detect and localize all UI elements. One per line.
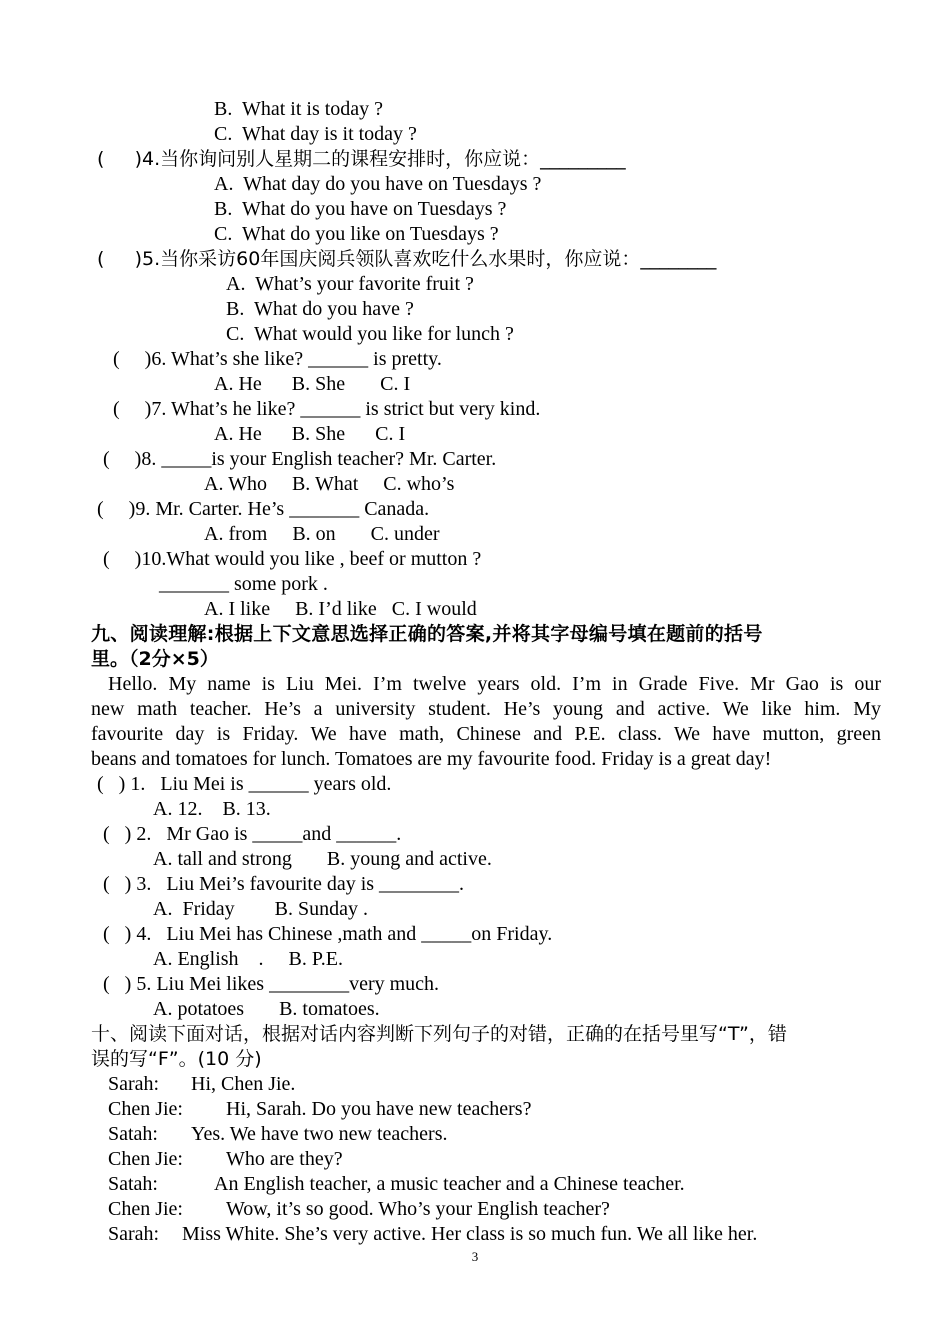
reading-question: ( ) 3. Liu Mei’s favourite day is ________.	[103, 873, 465, 895]
dialogue-speaker: Chen Jie:	[108, 1098, 183, 1120]
reading-question: ( ) 5. Liu Mei likes ________very much.	[103, 973, 440, 995]
question-line: ( )10.What would you like , beef or mutton ?	[103, 548, 482, 570]
reading-options: A. 12. B. 13.	[153, 798, 271, 820]
dialogue-text: An English teacher, a music teacher and a Chinese teacher.	[214, 1173, 685, 1195]
option-line: A. I like B. I’d like C. I would	[204, 598, 477, 620]
reading-options: A. potatoes B. tomatoes.	[153, 998, 380, 1020]
passage-line: new math teacher. He’s a university student. He’s young and active. We like him. My	[91, 698, 881, 720]
option-line: B. What do you have on Tuesdays ?	[214, 198, 507, 220]
reading-options: A. tall and strong B. young and active.	[153, 848, 492, 870]
passage-line: beans and tomatoes for lunch. Tomatoes are my favourite food. Friday is a great day!	[91, 748, 772, 770]
question-line: ( )8. _____is your English teacher? Mr. Carter.	[103, 448, 497, 470]
reading-question: ( ) 2. Mr Gao is _____and ______.	[103, 823, 402, 845]
option-line: C. What would you like for lunch ?	[226, 323, 514, 345]
question-line: ( )7. What’s he like? ______ is strict but very kind.	[113, 398, 541, 420]
option-line: A. from B. on C. under	[204, 523, 440, 545]
section-9-heading-cont: 里。（2分×5）	[91, 648, 219, 670]
question-line: ( )6. What’s she like? ______ is pretty.	[113, 348, 442, 370]
passage-line: favourite day is Friday. We have math, Chinese and P.E. class. We have mutton, green	[91, 723, 881, 745]
dialogue-speaker: Sarah:	[108, 1073, 160, 1095]
option-line: A. What’s your favorite fruit ?	[226, 273, 474, 295]
dialogue-speaker: Chen Jie:	[108, 1148, 183, 1170]
passage-line: Hello. My name is Liu Mei. I’m twelve years old. I’m in Grade Five. Mr Gao is our	[108, 673, 881, 695]
option-line: C. What do you like on Tuesdays ?	[214, 223, 499, 245]
option-line: B. What it is today ?	[214, 98, 384, 120]
section-10-heading: 十、阅读下面对话，根据对话内容判断下列句子的对错，正确的在括号里写“T”，错	[91, 1023, 787, 1045]
option-line: C. What day is it today ?	[214, 123, 417, 145]
section-10-heading-cont: 误的写“F”。(10 分)	[91, 1048, 262, 1070]
dialogue-text: Miss White. She’s very active. Her class is so much fun. We all like her.	[182, 1223, 758, 1245]
dialogue-text: Hi, Sarah. Do you have new teachers?	[226, 1098, 532, 1120]
answer-line: _______ some pork .	[159, 573, 328, 595]
dialogue-speaker: Satah:	[108, 1123, 158, 1145]
option-line: A. He B. She C. I	[214, 423, 406, 445]
question-line: ( )4.当你询问别人星期二的课程安排时，你应说：_________	[97, 148, 626, 170]
question-line: ( )9. Mr. Carter. He’s _______ Canada.	[97, 498, 430, 520]
dialogue-speaker: Chen Jie:	[108, 1198, 183, 1220]
option-line: A. Who B. What C. who’s	[204, 473, 455, 495]
dialogue-text: Hi, Chen Jie.	[191, 1073, 296, 1095]
dialogue-speaker: Satah:	[108, 1173, 158, 1195]
reading-question: ( ) 1. Liu Mei is ______ years old.	[97, 773, 392, 795]
dialogue-speaker: Sarah:	[108, 1223, 160, 1245]
dialogue-text: Wow, it’s so good. Who’s your English teacher?	[226, 1198, 610, 1220]
dialogue-text: Yes. We have two new teachers.	[191, 1123, 448, 1145]
reading-options: A. Friday B. Sunday .	[153, 898, 368, 920]
page-number: 3	[471, 1249, 479, 1264]
section-9-heading: 九、阅读理解:根据上下文意思选择正确的答案,并将其字母编号填在题前的括号	[91, 623, 763, 645]
option-line: A. He B. She C. I	[214, 373, 411, 395]
dialogue-text: Who are they?	[226, 1148, 343, 1170]
question-line: ( )5.当你采访60年国庆阅兵领队喜欢吃什么水果时，你应说：________	[97, 248, 717, 270]
reading-options: A. English . B. P.E.	[153, 948, 344, 970]
option-line: A. What day do you have on Tuesdays ?	[214, 173, 542, 195]
reading-question: ( ) 4. Liu Mei has Chinese ,math and _____on Friday.	[103, 923, 553, 945]
option-line: B. What do you have ?	[226, 298, 414, 320]
